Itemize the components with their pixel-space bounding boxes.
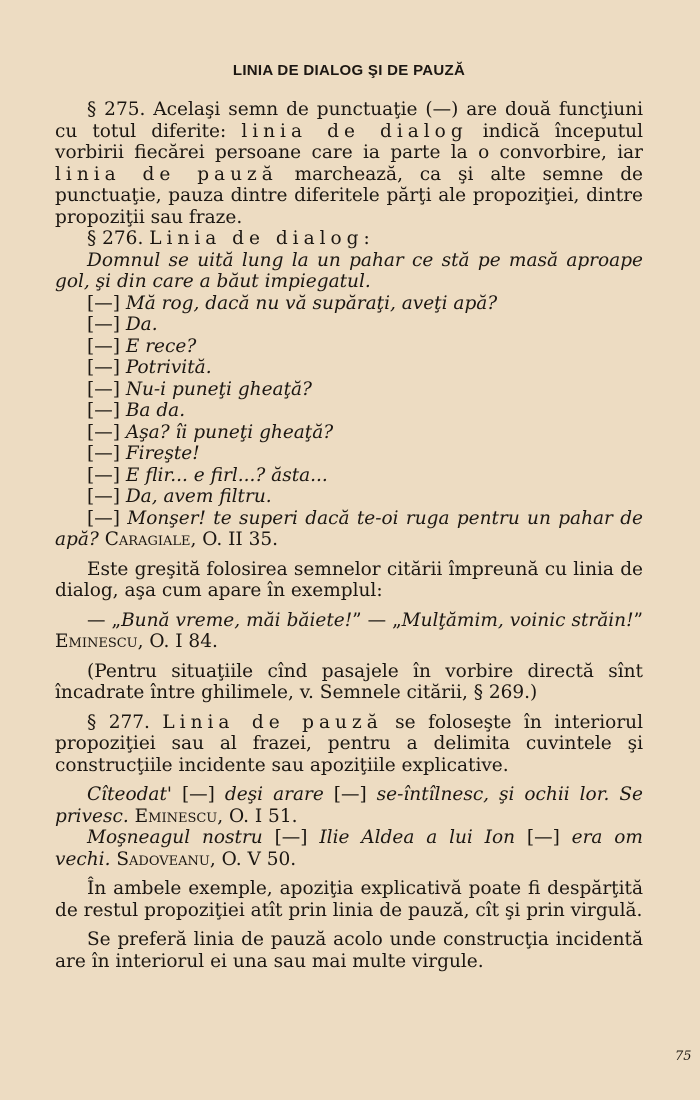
dialog-marker: [—] [87,378,120,400]
note-paragraph: (Pentru situaţiile cînd pasajele în vorbire directă sînt încadrate între ghilimele, v. Semnele citării, § 269.) [55,660,643,703]
dialog-marker: [—] [87,335,120,357]
author-name: Eminescu [134,805,218,827]
author-name: Eminescu [55,631,138,652]
example-eminescu: Cîteodat' [—] deşi arare [—] se-întîlnesc, şi ochii lor. Se privesc. Eminescu, O. I 51. [55,784,643,827]
example-quote: — „Bună vreme, măi băiete!” — „Mulţămim, voinic străin!” Eminescu, O. I 84. [55,609,643,652]
dialog-line: [—] Fireşte! [87,443,200,464]
page-number: 75 [675,1049,692,1064]
dialog-list [55,293,643,508]
dialog-line: [—] Da. [87,314,158,335]
section-number: § 276. [87,228,150,249]
section-number: § 275. [87,99,154,120]
dialog-marker: [—] [87,443,120,464]
dialog-line: [—] Ba da. [87,400,186,421]
term-pause-line: Linia de pauză [162,711,383,733]
dialog-line: [—] Nu-i puneţi gheaţă? [87,378,312,400]
paragraph-276 [55,228,643,250]
paragraph-277: § 277. Linia de pauză se foloseşte în interiorul propoziţiei sau al frazei, pentru a delimita cuvintele şi construcţiile incidente sau apoziţiile explicative. [55,711,643,776]
dialog-intro: Domnul se uită lung la un pahar ce stă pe masă aproape gol, şi din care a băut impiegatul. [55,249,643,292]
dialog-line: [—] E flir... e firl...? ăsta... [87,464,328,486]
dialog-line: [—] Da, avem filtru. [87,486,272,507]
page-body [55,99,643,972]
term-dialog-line: linia de dialog [241,120,468,142]
wrong-use-paragraph: Este greşită folosirea semnelor citării împreună cu linia de dialog, aşa cum apare în exemplul: [55,558,643,601]
example-sadoveanu: Moşneagul nostru [—] Ilie Aldea a lui Ion [—] era om vechi. Sadoveanu, O. V 50. [55,827,643,870]
dialog-marker: [—] [87,421,120,443]
dialog-line: [—] Mă rog, dacă nu vă supăraţi, aveţi apă? [87,292,498,314]
term-dialog-line: Linia de dialog: [149,228,375,249]
dialog-marker: [—] [87,357,120,378]
dialog-line: [—] E rece? [87,335,197,357]
both-examples-paragraph: În ambele exemple, apoziţia explicativă poate fi despărţită de restul propoziţiei atît prin linia de pauză, cît şi prin virgulă. [55,878,643,921]
author-name: Caragiale [104,529,191,550]
page-heading: LINIA DE DIALOG ŞI DE PAUZĂ [232,62,466,79]
dialog-line: [—] Aşa? îi puneţi gheaţă? [87,421,334,443]
section-number: § 277. [87,711,163,733]
dialog-line: [—] Potrivită. [87,357,212,378]
dialog-marker: [—] [87,507,120,529]
preference-paragraph: Se preferă linia de pauză acolo unde construcţia incidentă are în interiorul ei una sau mai multe virgule. [55,929,643,972]
dialog-marker: [—] [87,486,120,507]
dialog-marker: [—] [87,314,120,335]
dialog-last-line: [—] Monşer! te superi dacă te-oi ruga pentru un pahar de apă? Caragiale, O. II 35. [55,507,643,550]
dialog-marker: [—] [87,400,120,421]
term-pause-line: linia de pauză [55,163,278,185]
dialog-marker: [—] [87,464,120,486]
dialog-marker: [—] [87,292,120,314]
author-name: Sadoveanu [116,848,210,870]
paragraph-275: § 275. Acelaşi semn de punctuaţie (—) are două funcţiuni cu totul diferite: linia de dialog indică începutul vorbirii fiecărei persoane care ia parte la o convorbire, iar linia de pauză marchează, ca şi alte semne de punctuaţie, pauza dintre diferitele părţi ale propoziţiei, dintre propoziţii sau fraze. [55,99,643,228]
